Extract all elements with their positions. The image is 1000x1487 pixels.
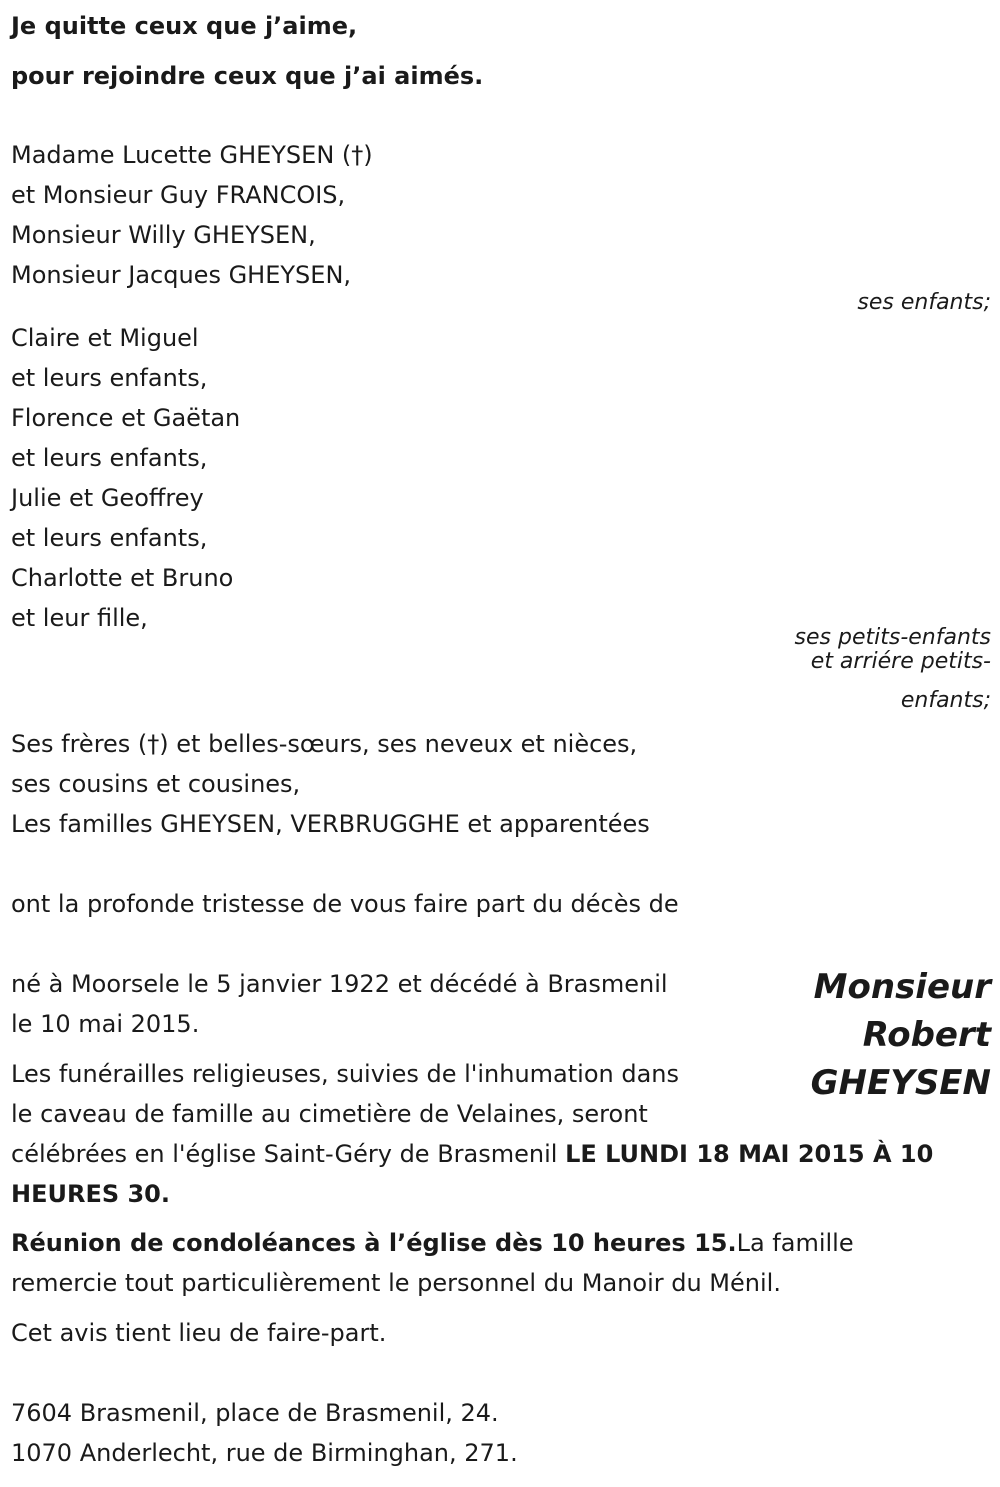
family-line: Ses frères (†) et belles-sœurs, ses neveux et nièces, [11, 730, 638, 758]
grandchildren-role-3: enfants; [900, 688, 991, 713]
grandchild-line: Claire et Miguel [11, 324, 199, 352]
grandchild-line: Julie et Geoffrey [11, 484, 204, 512]
condolences-text-a: La famille [736, 1229, 854, 1257]
funeral-line-1: Les funérailles religieuses, suivies de l'inhumation dans [11, 1060, 680, 1088]
deceased-title: Monsieur [813, 967, 991, 1007]
condolences-line-2: remercie tout particulièrement le personnel du Manoir du Ménil. [11, 1269, 781, 1297]
funeral-date: LE LUNDI 18 MAI 2015 À 10 [565, 1140, 934, 1168]
children-list [11, 135, 373, 295]
announcement: ont la profonde tristesse de vous faire part du décès de [11, 890, 679, 918]
epigraph-line-2: pour rejoindre ceux que j’ai aimés. [11, 62, 484, 90]
children-role: ses enfants; [857, 290, 991, 315]
child-line: Monsieur Jacques GHEYSEN, [11, 261, 352, 289]
grandchild-line: Florence et Gaëtan [11, 404, 241, 432]
funeral-line-2: le caveau de famille au cimetière de Velaines, seront [11, 1100, 648, 1128]
grandchild-line: Charlotte et Bruno [11, 564, 234, 592]
address-line: 7604 Brasmenil, place de Brasmenil, 24. [11, 1399, 499, 1427]
grandchild-line: et leur fille, [11, 604, 148, 632]
family-line: Les familles GHEYSEN, VERBRUGGHE et apparentées [11, 810, 650, 838]
grandchildren-list [11, 318, 240, 638]
family-line: ses cousins et cousines, [11, 770, 301, 798]
birth-line-2: le 10 mai 2015. [11, 1010, 200, 1038]
notice: Cet avis tient lieu de faire-part. [11, 1319, 387, 1347]
grandchild-line: et leurs enfants, [11, 444, 208, 472]
deceased-first-name: Robert [862, 1015, 991, 1055]
grandchildren-role-1: ses petits-enfants [794, 625, 991, 650]
child-line: Madame Lucette GHEYSEN (†) [11, 141, 373, 169]
condolences-bold: Réunion de condoléances à l’église dès 10 heures 15. [11, 1229, 737, 1257]
grandchild-line: et leurs enfants, [11, 524, 208, 552]
child-line: et Monsieur Guy FRANCOIS, [11, 181, 346, 209]
condolences-line-1 [11, 1223, 854, 1263]
funeral-time: HEURES 30. [11, 1180, 170, 1208]
deceased-last-name: GHEYSEN [810, 1063, 991, 1103]
deceased-name [780, 963, 991, 1107]
grandchild-line: et leurs enfants, [11, 364, 208, 392]
child-line: Monsieur Willy GHEYSEN, [11, 221, 316, 249]
birth-line-1: né à Moorsele le 5 janvier 1922 et décédé à Brasmenil [11, 970, 668, 998]
epigraph-line-1: Je quitte ceux que j’aime, [11, 12, 358, 40]
address-line: 1070 Anderlecht, rue de Birminghan, 271. [11, 1439, 518, 1467]
grandchildren-role-2: et arriére petits- [810, 649, 991, 674]
funeral-line-3 [11, 1134, 933, 1174]
funeral-place: célébrées en l'église Saint-Géry de Brasmenil [11, 1140, 558, 1168]
family-list [11, 724, 650, 844]
